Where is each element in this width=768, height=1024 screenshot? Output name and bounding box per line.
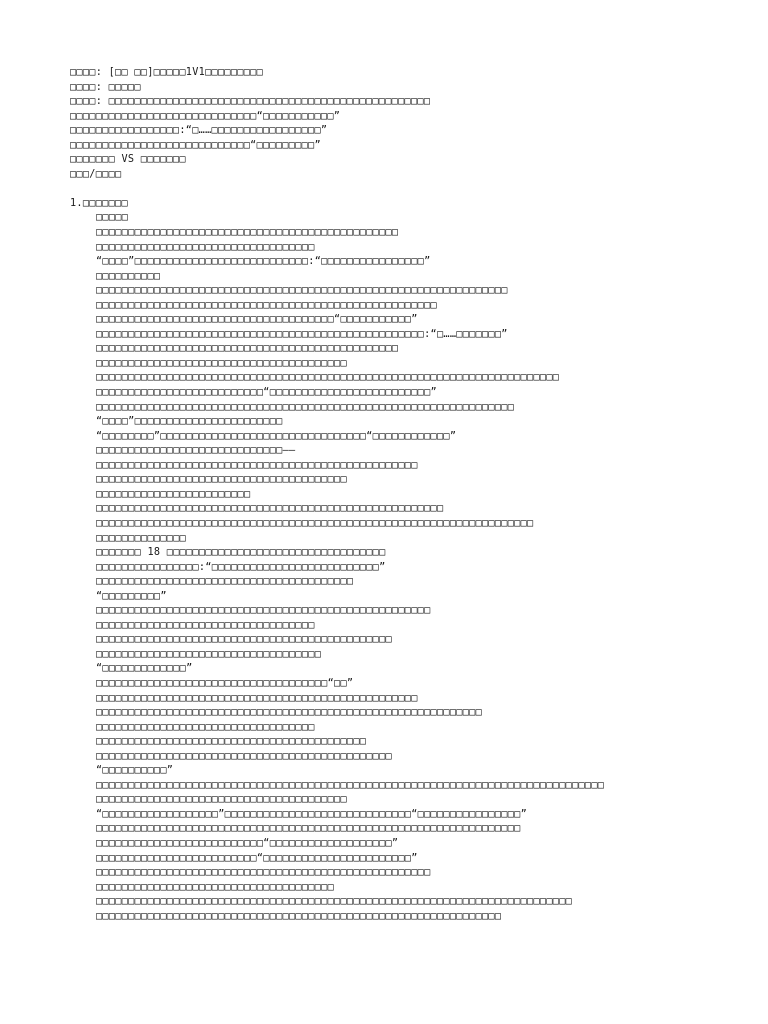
paragraph-line: □□□□□□□□□□□□□□□□□□□□□□□□□□□□□□□□□□□□□□□□□□□□□□□□□□□:“□……□□□□□□□” — [96, 328, 508, 340]
paragraph-line: □□□□□□□□□□□□□□□□□□□□□□□□□□□□□□□□□□□□□□□□□□□□□□□□□□□□□□□□□□□□ — [96, 707, 483, 719]
paragraph-line: □□□□□□□□□□□□□□□□□□□□□□□□□□□□□□□□□□□□□□□ — [96, 357, 347, 369]
paragraph-line: “□□□□□□□□□” — [96, 590, 167, 602]
paragraph-line: □□□□□□□□□□□□□□□□□□□□□□□□□□□□□□□□□□□□□□□□□□□□□□□□□□□□□□□□□□□□□□□□ — [96, 285, 508, 297]
paragraph-line: □□□□□□□□□□□□□□□□□□□□□□□□□□□□□□□□□□□□□□□□□□□□□□□□□□□□ — [96, 605, 431, 617]
header-line: □□□□□□□ VS □□□□□□□ — [70, 154, 186, 166]
header-line: □□□/□□□□ — [70, 168, 122, 180]
paragraph-line: “□□□□□□□□□□□□□□□□□□”□□□□□□□□□□□□□□□□□□□□□□□□□□□□□“□□□□□□□□□□□□□□□□” — [96, 808, 528, 820]
paragraph-line: □□□□□□□□□□□□□□□□□□□□□□□□□□□□□□□□□□□□□□□□□□□□□□□□□□□□□□□□□□□□□□□□□□□□□□□□ — [96, 372, 560, 384]
paragraph-line: □□□□□□□□□□□□□□□□□□□□□□□□□□□□□□□□□□□□□□□□□□□□□□□□□□□□□ — [96, 299, 437, 311]
paragraph-line: □□□□□□□□□□□□□□□□□□□□□□□□□□□□□□□□□□□□“□□” — [96, 677, 354, 689]
paragraph-line: □□□□□□□□□□□□□□□□□□□□□□□□□□“□□□□□□□□□□□□□□□□□□□” — [96, 837, 399, 849]
paragraph-line: □□□□□□□□□□□□□□□□□□□□□□□□□□□□□□□□□□□□□□□□□□□□□□□□□□□□□□□□□□□□□□□□□ — [96, 401, 515, 413]
chapter-title: 1.□□□□□□□ — [70, 197, 128, 209]
paragraph-line: □□□□□□□□□□□□□□□□□□□□□□□□□□□□□□□□□□□□□□□□□□□□□□ — [96, 750, 392, 762]
chapter-body — [70, 211, 710, 924]
section-gap — [70, 182, 710, 197]
paragraph-line: “□□□□”□□□□□□□□□□□□□□□□□□□□□□□ — [96, 416, 283, 428]
header-line: □□□□: □□□□□ — [70, 81, 141, 93]
header-line: □□□□: □□□□□□□□□□□□□□□□□□□□□□□□□□□□□□□□□□□□□□□□□□□□□□□□□□ — [70, 96, 431, 108]
header-line: □□□□□□□□□□□□□□□□□□□□□□□□□□□□“□□□□□□□□□” — [70, 139, 321, 151]
header-line: □□□□□□□□□□□□□□□□□□□□□□□□□□□□□“□□□□□□□□□□□” — [70, 110, 341, 122]
paragraph-line: □□□□□□□□□□□□□□□□□□□□□□□□□□□□□□□□□□□□□□□□ — [96, 576, 354, 588]
paragraph-line: □□□□□□□□□□□□□□□□□□□□□□□□□□□□□□□□□□□□□□□□□□□□□□ — [96, 634, 392, 646]
document-page — [70, 66, 710, 924]
paragraph-line: □□□□□□□□□□□□□□□□□□□□□□□□□□□□□□□□□□□□□□□□□□□□□□□ — [96, 343, 399, 355]
paragraph-line: □□□□□□□□□□□□□□□□:“□□□□□□□□□□□□□□□□□□□□□□□□□□” — [96, 561, 386, 573]
paragraph-line: □□□□□□□□□□□□□□□□□□□□□□□□□□□□□□□□□□□□□□□□□□ — [96, 736, 367, 748]
paragraph-line: □□□□□□□□□□□□□□□□□□□□□□□□□□□□□□□□□□□□□□□□□□□□□□□□□□□□□□ — [96, 503, 444, 515]
paragraph-line: □□□□□□□□□□ — [96, 270, 161, 282]
document-header — [70, 66, 710, 182]
paragraph-line: □□□□□□□□□□□□□□□□□□□□□□□□□□□□□□□□□□□□□“□□□□□□□□□□□” — [96, 314, 418, 326]
paragraph-line: □□□□□□□□□□□□□□□□□□□□□□□□□□□□□□□□□□□□□□□□□□□□□□□□□□□□□□□□□□□□□□□□□□ — [96, 823, 521, 835]
paragraph-line: □□□□□□□□□□□□□□□□□□□□□□□□□“□□□□□□□□□□□□□□□□□□□□□□□” — [96, 852, 418, 864]
paragraph-line: □□□□□□□□□□□□□□□□□□□□□□□□□□□□□□□□□□□□□□□□□□□□□□□□□□ — [96, 459, 418, 471]
paragraph-line: “□□□□□□□□□□” — [96, 765, 174, 777]
paragraph-line: □□□□□□□□□□□□□□□□□□□□□□□□□□□□□—— — [96, 445, 296, 457]
paragraph-line: “□□□□□□□□”□□□□□□□□□□□□□□□□□□□□□□□□□□□□□□□□“□□□□□□□□□□□□” — [96, 430, 457, 442]
paragraph-line: “□□□□□□□□□□□□□” — [96, 663, 193, 675]
paragraph-line: □□□□□□□□□□□□□□□□□□□□□□□□□□□□□□□□□□□□□□□ — [96, 794, 347, 806]
paragraph-line: □□□□□□□□□□□□□□□□□□□□□□□□□□□□□□□□□□□□□ — [96, 881, 335, 893]
paragraph-line: □□□□□□□ 18 □□□□□□□□□□□□□□□□□□□□□□□□□□□□□□□□□□ — [96, 547, 386, 559]
paragraph-line: □□□□□ — [96, 212, 129, 224]
paragraph-line: □□□□□□□□□□□□□□□□□□□□□□□□□□□□□□□□□□□□□□□□□□□□□□□□□□□□□□□□□□□□□□□□□□□□□□□□□□ — [96, 896, 573, 908]
paragraph-line: □□□□□□□□□□□□□□□□□□□□□□□□□□□□□□□□□□□□□□□□□□□□□□□□□□□□□□□□□□□□□□□□□□□□ — [96, 517, 534, 529]
paragraph-line: □□□□□□□□□□□□□□□□□□□□□□□□□□□□□□□□□□□□□□□□□□□□□□□□□□□□□□□□□□□□□□□□□□□□□□□□□□□□□□□ — [96, 779, 605, 791]
paragraph-line: □□□□□□□□□□□□□□□□□□□□□□□□□□□□□□□□□□□□□□□□□□□□□□□□□□□□ — [96, 867, 431, 879]
paragraph-line: □□□□□□□□□□□□□□□□□□□□□□□□□□□□□□□□□□ — [96, 241, 315, 253]
paragraph-line: □□□□□□□□□□□□□□□□□□□□□□□□ — [96, 488, 251, 500]
paragraph-line: □□□□□□□□□□□□□□□□□□□□□□□□□□□□□□□□□□□ — [96, 648, 322, 660]
paragraph-line: □□□□□□□□□□□□□□□□□□□□□□□□□□“□□□□□□□□□□□□□□□□□□□□□□□□□” — [96, 387, 437, 399]
paragraph-line: □□□□□□□□□□□□□□□□□□□□□□□□□□□□□□□□□□ — [96, 619, 315, 631]
header-line: □□□□□□□□□□□□□□□□□:“□……□□□□□□□□□□□□□□□□□” — [70, 125, 328, 137]
paragraph-line: □□□□□□□□□□□□□□□□□□□□□□□□□□□□□□□□□□□□□□□ — [96, 474, 347, 486]
paragraph-line: □□□□□□□□□□□□□□□□□□□□□□□□□□□□□□□□□□□□□□□□□□□□□□□□□□□□□□□□□□□□□□□ — [96, 910, 502, 922]
paragraph-line: □□□□□□□□□□□□□□ — [96, 532, 187, 544]
paragraph-line: □□□□□□□□□□□□□□□□□□□□□□□□□□□□□□□□□□□□□□□□□□□□□□□□□□ — [96, 692, 418, 704]
paragraph-line: “□□□□”□□□□□□□□□□□□□□□□□□□□□□□□□□□:“□□□□□□□□□□□□□□□□” — [96, 256, 431, 268]
paragraph-line: □□□□□□□□□□□□□□□□□□□□□□□□□□□□□□□□□□□□□□□□□□□□□□□ — [96, 227, 399, 239]
paragraph-line: □□□□□□□□□□□□□□□□□□□□□□□□□□□□□□□□□□ — [96, 721, 315, 733]
header-line: □□□□: [□□ □□]□□□□□1V1□□□□□□□□□ — [70, 67, 264, 78]
